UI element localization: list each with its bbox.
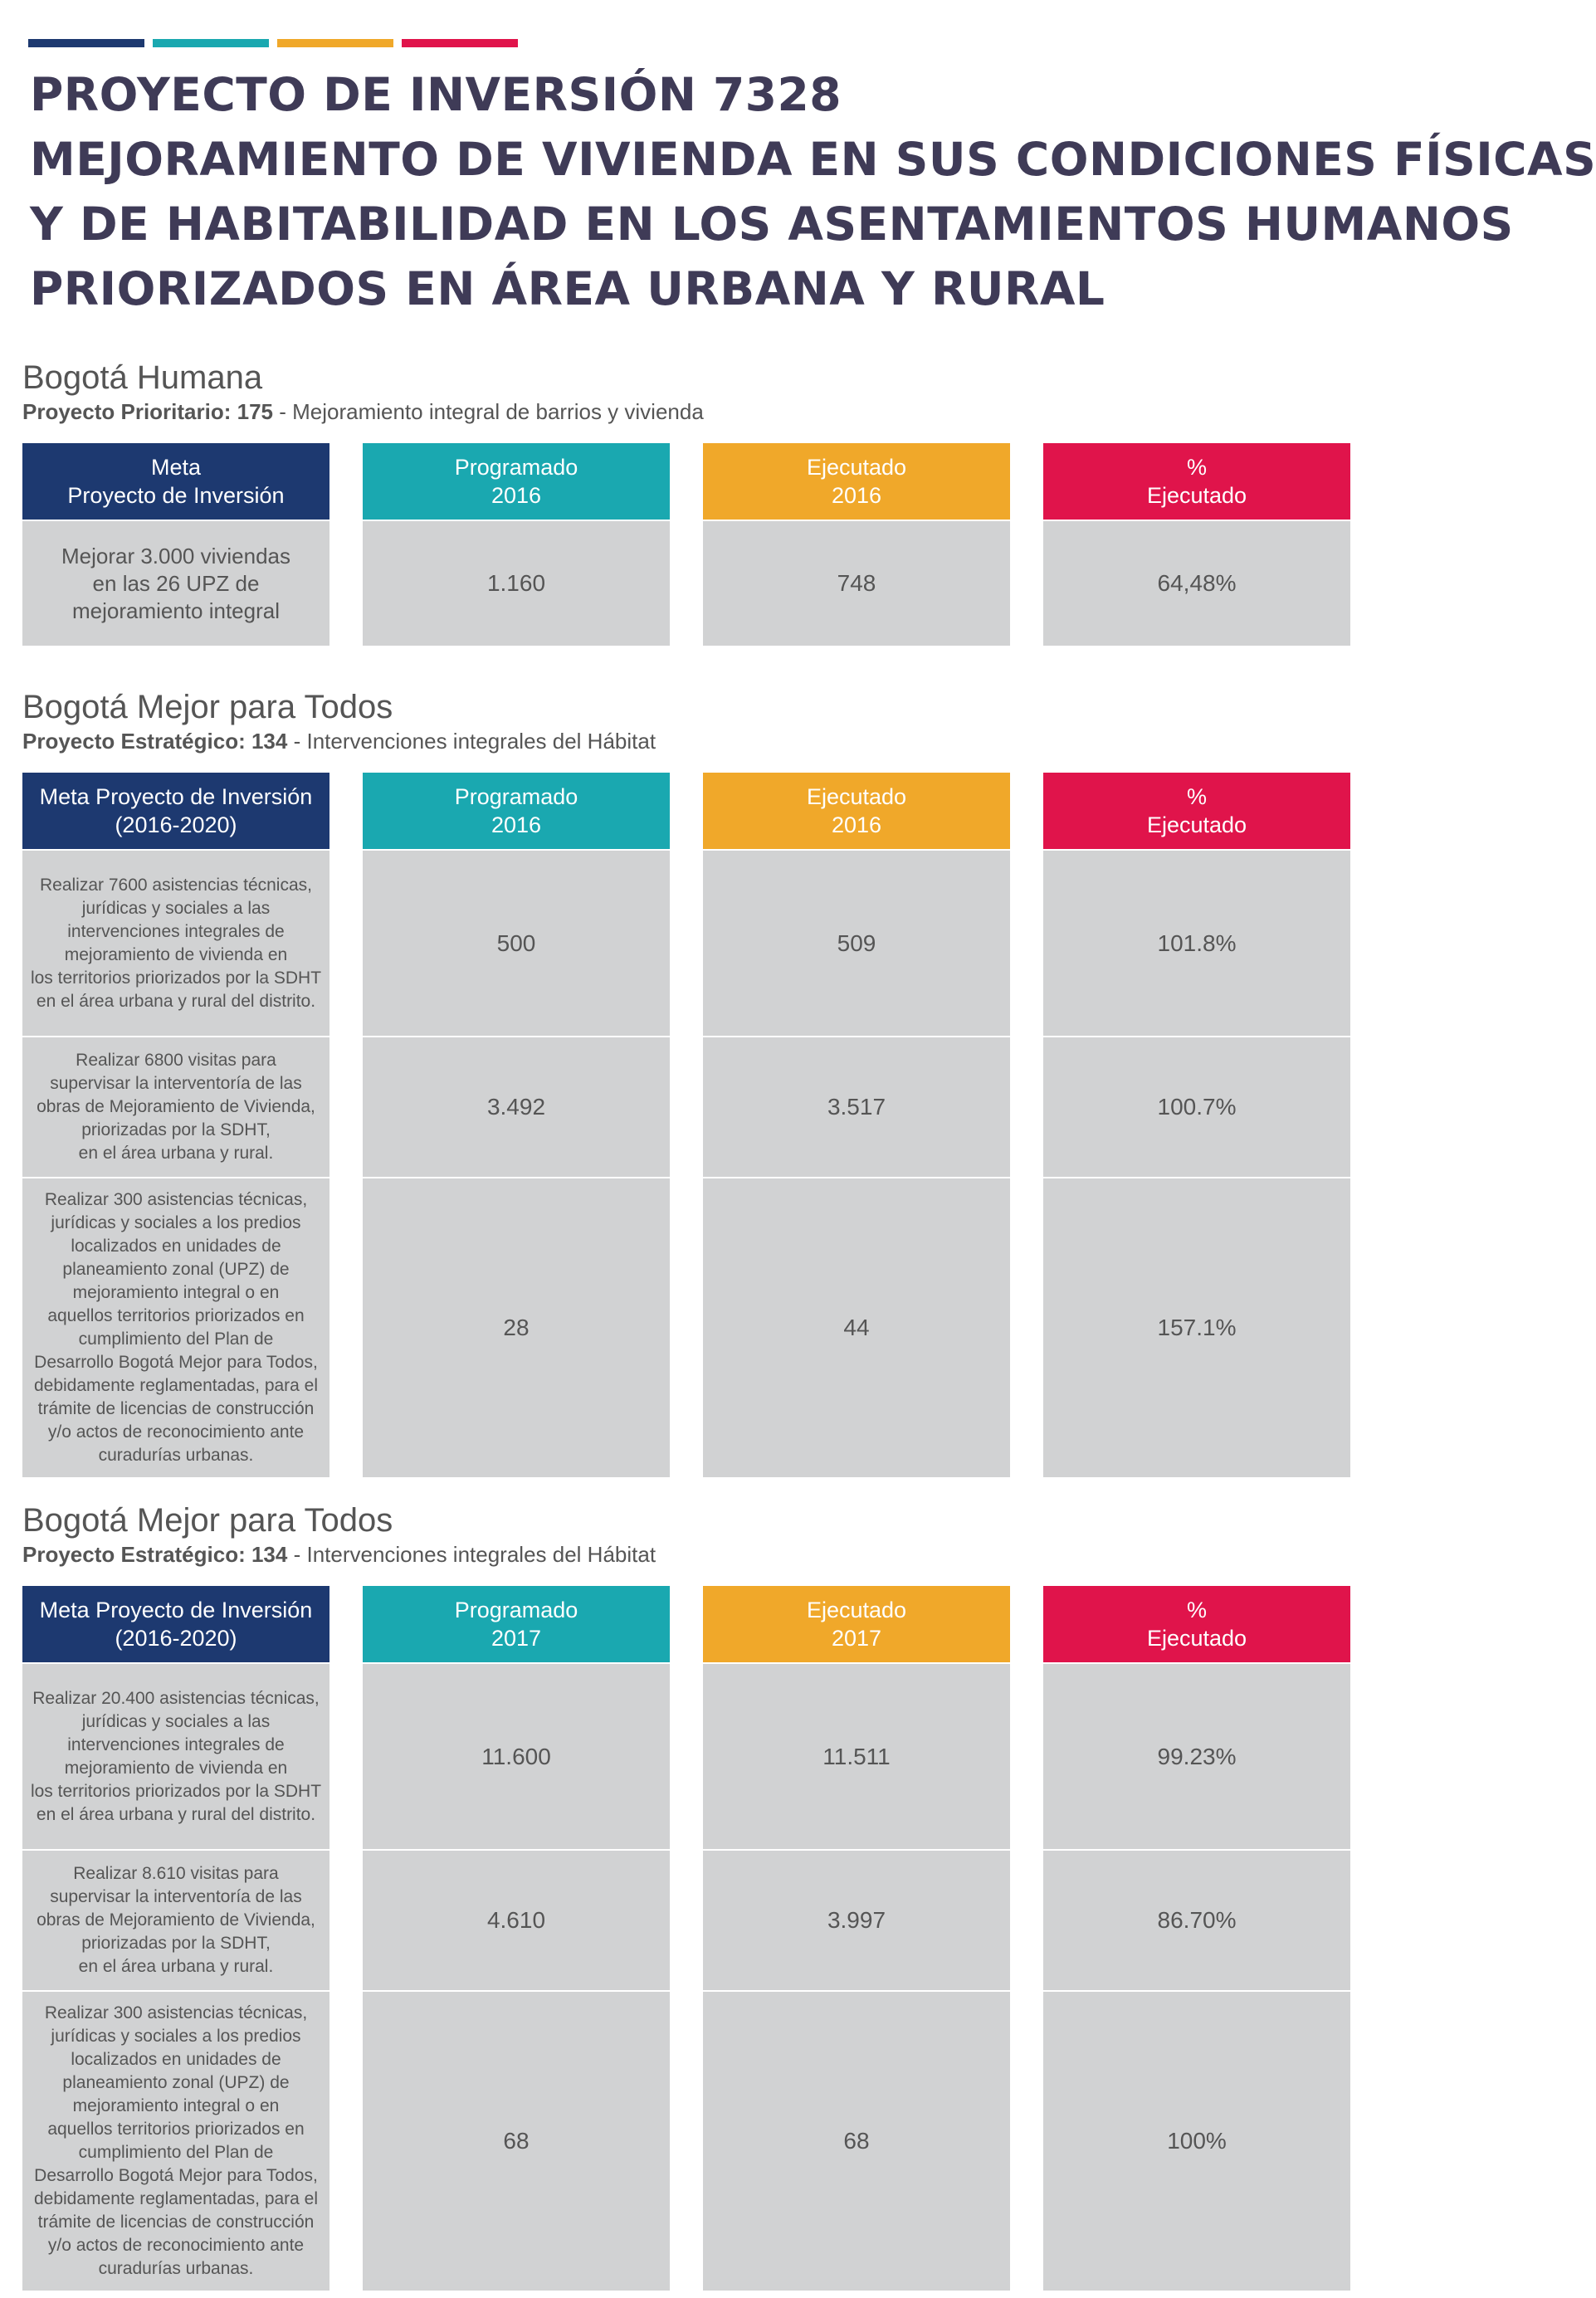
header-line: Programado: [454, 784, 578, 809]
section-heading: Bogotá Humana: [22, 359, 263, 396]
header-line: (2016-2020): [115, 1626, 237, 1651]
cell-programado: 68: [363, 1990, 670, 2291]
project-description: - Mejoramiento integral de barrios y vivienda: [273, 399, 704, 424]
header-meta: [22, 1586, 329, 1662]
header-meta: [22, 443, 329, 520]
cell-porcentaje: 100.7%: [1043, 1036, 1350, 1177]
header-line: Meta: [150, 455, 202, 480]
cell-ejecutado: 68: [703, 1990, 1010, 2291]
header-line: 2016: [831, 812, 882, 837]
cell-ejecutado: 44: [703, 1177, 1010, 1477]
cell-programado: 3.492: [363, 1036, 670, 1177]
column-programado: [363, 443, 670, 646]
header-line: Programado: [454, 1598, 578, 1622]
project-label: Proyecto Estratégico: 134: [22, 729, 288, 754]
teal-bar: [153, 39, 269, 47]
column-programado: [363, 773, 670, 1477]
column-programado: [363, 1586, 670, 2291]
header-line: 2017: [831, 1626, 882, 1651]
column-meta: [22, 443, 329, 646]
header-line: 2016: [491, 812, 542, 837]
project-description: - Intervenciones integrales del Hábitat: [287, 729, 656, 754]
column-ejecutado: [703, 773, 1010, 1477]
red-bar: [402, 39, 518, 47]
header-programado: [363, 1586, 670, 1662]
header-line: Ejecutado: [1146, 483, 1247, 508]
project-description: - Intervenciones integrales del Hábitat: [287, 1542, 656, 1567]
cell-ejecutado: 748: [703, 520, 1010, 646]
header-programado: [363, 443, 670, 520]
column-ejecutado: [703, 1586, 1010, 2291]
orange-bar: [277, 39, 393, 47]
header-ejecutado: [703, 1586, 1010, 1662]
header-porcentaje: [1043, 1586, 1350, 1662]
header-line: 2016: [491, 483, 542, 508]
header-line: Ejecutado: [1146, 812, 1247, 837]
cell-ejecutado: 3.517: [703, 1036, 1010, 1177]
cell-porcentaje: 99.23%: [1043, 1662, 1350, 1849]
title-line: PROYECTO DE INVERSIÓN 7328: [30, 68, 842, 121]
project-label: Proyecto Estratégico: 134: [22, 1542, 288, 1567]
cell-meta: Realizar 300 asistencias técnicas, jurídicas y sociales a los predios localizados en unidades de planeamiento zonal (UPZ) de mejoramiento integral o en aquellos territorios priorizados en cumplimiento del Plan de Desarrollo Bogotá Mejor para Todos, debidamente reglamentadas, para el trámite de licencias de construcción y/o actos de reconocimiento ante curadurías urbanas.: [22, 1990, 329, 2291]
column-porcentaje: [1043, 773, 1350, 1477]
section-heading: Bogotá Mejor para Todos: [22, 1502, 393, 1539]
top-color-bars: [28, 39, 518, 47]
cell-programado: 28: [363, 1177, 670, 1477]
header-line: %: [1186, 455, 1207, 480]
column-ejecutado: [703, 443, 1010, 646]
column-meta: [22, 773, 329, 1477]
header-porcentaje: [1043, 443, 1350, 520]
cell-meta: Realizar 8.610 visitas para supervisar la interventoría de las obras de Mejoramiento de Vivienda, priorizadas por la SDHT, en el área urbana y rural.: [22, 1849, 329, 1990]
header-line: Ejecutado: [1146, 1626, 1247, 1651]
header-programado: [363, 773, 670, 849]
header-line: 2016: [831, 483, 882, 508]
title-line: PRIORIZADOS EN ÁREA URBANA Y RURAL: [30, 262, 1105, 315]
header-line: %: [1186, 784, 1207, 809]
header-line: Ejecutado: [806, 1598, 907, 1622]
cell-porcentaje: 100%: [1043, 1990, 1350, 2291]
cell-meta: Mejorar 3.000 viviendas en las 26 UPZ de mejoramiento integral: [22, 520, 329, 646]
cell-porcentaje: 86.70%: [1043, 1849, 1350, 1990]
cell-programado: 11.600: [363, 1662, 670, 1849]
cell-ejecutado: 3.997: [703, 1849, 1010, 1990]
header-line: (2016-2020): [115, 812, 237, 837]
cell-meta: Realizar 20.400 asistencias técnicas, jurídicas y sociales a las intervenciones integrales de mejoramiento de vivienda en los territorios priorizados por la SDHT en el área urbana y rural del distrito.: [22, 1662, 329, 1849]
column-porcentaje: [1043, 1586, 1350, 2291]
header-line: Proyecto de Inversión: [67, 483, 285, 508]
cell-meta: Realizar 7600 asistencias técnicas, jurídicas y sociales a las intervenciones integrales de mejoramiento de vivienda en los territorios priorizados por la SDHT en el área urbana y rural del distrito.: [22, 849, 329, 1036]
header-line: Ejecutado: [806, 455, 907, 480]
page-title: [30, 62, 1596, 321]
header-line: %: [1186, 1598, 1207, 1622]
header-line: Meta Proyecto de Inversión: [39, 1598, 313, 1622]
cell-meta: Realizar 6800 visitas para supervisar la interventoría de las obras de Mejoramiento de Vivienda, priorizadas por la SDHT, en el área urbana y rural.: [22, 1036, 329, 1177]
cell-programado: 1.160: [363, 520, 670, 646]
cell-programado: 4.610: [363, 1849, 670, 1990]
cell-programado: 500: [363, 849, 670, 1036]
column-meta: [22, 1586, 329, 2291]
section-subtitle: [22, 728, 1350, 754]
header-ejecutado: [703, 443, 1010, 520]
cell-porcentaje: 101.8%: [1043, 849, 1350, 1036]
navy-bar: [28, 39, 144, 47]
cell-ejecutado: 11.511: [703, 1662, 1010, 1849]
cell-ejecutado: 509: [703, 849, 1010, 1036]
section-heading: Bogotá Mejor para Todos: [22, 689, 393, 725]
cell-meta: Realizar 300 asistencias técnicas, jurídicas y sociales a los predios localizados en unidades de planeamiento zonal (UPZ) de mejoramiento integral o en aquellos territorios priorizados en cumplimiento del Plan de Desarrollo Bogotá Mejor para Todos, debidamente reglamentadas, para el trámite de licencias de construcción y/o actos de reconocimiento ante curadurías urbanas.: [22, 1177, 329, 1477]
header-line: Meta Proyecto de Inversión: [39, 784, 313, 809]
section-bogota-humana: [22, 359, 1350, 623]
project-label: Proyecto Prioritario: 175: [22, 399, 273, 424]
section-subtitle: [22, 398, 1350, 425]
header-porcentaje: [1043, 773, 1350, 849]
title-line: Y DE HABITABILIDAD EN LOS ASENTAMIENTOS HUMANOS: [30, 198, 1514, 251]
section-subtitle: [22, 1541, 1350, 1568]
section-bogota-mejor-2016: [22, 688, 1350, 1465]
header-ejecutado: [703, 773, 1010, 849]
column-porcentaje: [1043, 443, 1350, 646]
section-bogota-mejor-2017: [22, 1501, 1350, 2278]
cell-porcentaje: 157.1%: [1043, 1177, 1350, 1477]
header-line: Ejecutado: [806, 784, 907, 809]
header-meta: [22, 773, 329, 849]
title-line: MEJORAMIENTO DE VIVIENDA EN SUS CONDICIONES FÍSICAS: [30, 133, 1596, 186]
header-line: Programado: [454, 455, 578, 480]
header-line: 2017: [491, 1626, 542, 1651]
cell-porcentaje: 64,48%: [1043, 520, 1350, 646]
